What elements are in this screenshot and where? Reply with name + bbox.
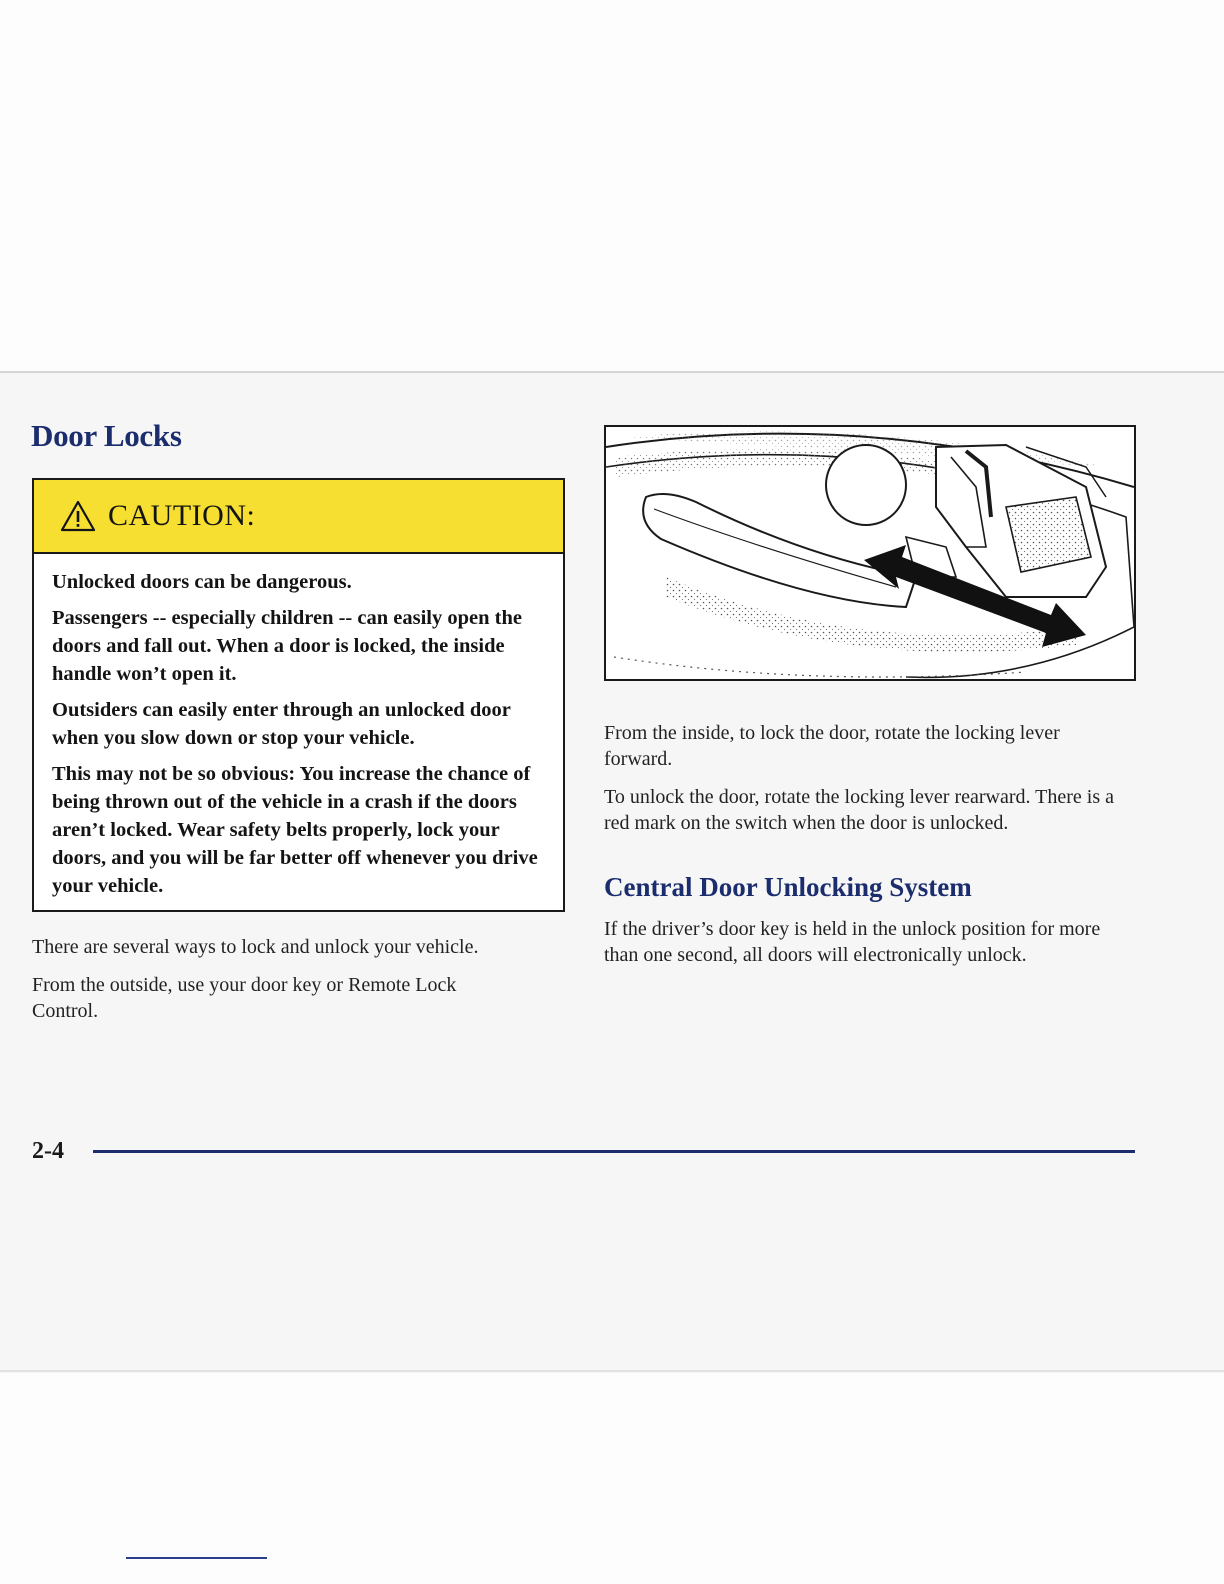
bottom-rule (126, 1557, 267, 1559)
page-number: 2-4 (32, 1138, 64, 1164)
inside-lock-text: From the inside, to lock the door, rotate the locking lever forward. (604, 722, 1060, 770)
footer-rule (93, 1150, 1135, 1153)
caution-paragraph: This may not be so obvious: You increase the chance of being thrown out of the vehicle in a crash if the doors aren’t locked. Wear safety belts properly, lock your doors, and you will be far better off whenever you drive your vehicle. (52, 763, 538, 897)
outside-lock-text: From the outside, use your door key or Remote Lock Control. (32, 974, 457, 1022)
caution-label: CAUTION: (108, 499, 256, 532)
caution-header (34, 480, 563, 554)
central-unlocking-text: If the driver’s door key is held in the unlock position for more than one second, all doors will electronically unlock. (604, 918, 1101, 966)
caution-paragraph: Unlocked doors can be dangerous. (52, 571, 352, 593)
caution-paragraph: Outsiders can easily enter through an unlocked door when you slow down or stop your vehicle. (52, 699, 511, 749)
caution-paragraph: Passengers -- especially children -- can easily open the doors and fall out. When a door is locked, the inside handle won’t open it. (52, 607, 522, 685)
door-handle-illustration (604, 425, 1136, 681)
page-bottom-edge (0, 1370, 1224, 1372)
caution-box (32, 478, 565, 912)
caution-body (34, 554, 563, 900)
unlock-text: To unlock the door, rotate the locking lever rearward. There is a red mark on the switch when the door is unlocked. (604, 786, 1115, 834)
warning-triangle-icon (60, 500, 96, 532)
section-title: Door Locks (31, 418, 182, 453)
central-unlocking-heading: Central Door Unlocking System (604, 872, 972, 902)
ways-to-lock-text: There are several ways to lock and unlock your vehicle. (32, 936, 479, 958)
